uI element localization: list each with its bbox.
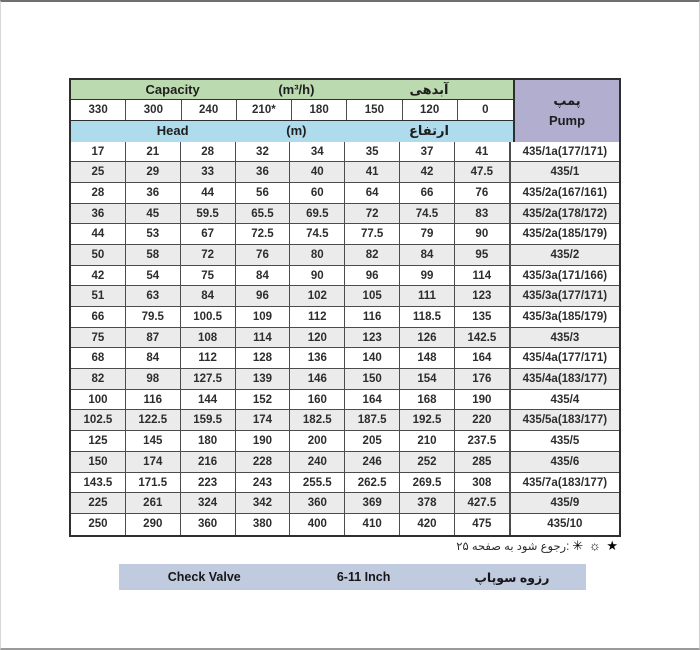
table-body bbox=[71, 142, 619, 535]
head-value-cell: 123 bbox=[345, 328, 400, 349]
head-value-cell: 47.5 bbox=[455, 162, 510, 183]
head-value-cell: 125 bbox=[71, 431, 126, 452]
head-value-cell: 45 bbox=[126, 204, 181, 225]
head-value-cell: 225 bbox=[71, 493, 126, 514]
head-value-cell: 54 bbox=[126, 266, 181, 287]
flow-values-row bbox=[71, 100, 513, 121]
pump-name-cell: 435/1a(177/171) bbox=[510, 142, 619, 163]
head-value-cell: 128 bbox=[236, 348, 291, 369]
check-valve-label-fa: رزوه سوپاپ bbox=[474, 570, 550, 585]
head-value-cell: 164 bbox=[455, 348, 510, 369]
table-row bbox=[71, 493, 619, 514]
head-value-cell: 160 bbox=[290, 390, 345, 411]
capacity-label-en: Capacity bbox=[145, 82, 200, 97]
head-value-cell: 114 bbox=[236, 328, 291, 349]
head-value-cell: 243 bbox=[236, 473, 291, 494]
head-value-cell: 148 bbox=[400, 348, 455, 369]
head-value-cell: 150 bbox=[345, 369, 400, 390]
pump-name-cell: 435/5a(183/177) bbox=[510, 410, 619, 431]
head-value-cell: 246 bbox=[345, 452, 400, 473]
head-value-cell: 32 bbox=[236, 142, 291, 163]
head-value-cell: 82 bbox=[71, 369, 126, 390]
head-value-cell: 105 bbox=[345, 286, 400, 307]
table-row bbox=[71, 473, 619, 494]
capacity-unit-label: (m³/h) bbox=[278, 82, 315, 97]
head-value-cell: 33 bbox=[181, 162, 236, 183]
table-row bbox=[71, 142, 619, 163]
head-value-cell: 84 bbox=[400, 245, 455, 266]
head-value-cell: 51 bbox=[71, 286, 126, 307]
head-value-cell: 427.5 bbox=[455, 493, 510, 514]
head-value-cell: 378 bbox=[400, 493, 455, 514]
head-value-cell: 42 bbox=[400, 162, 455, 183]
head-value-cell: 28 bbox=[71, 183, 126, 204]
pump-name-cell: 435/1 bbox=[510, 162, 619, 183]
check-valve-label: Check Valve bbox=[167, 570, 241, 584]
head-value-cell: 126 bbox=[400, 328, 455, 349]
head-value-cell: 75 bbox=[71, 328, 126, 349]
head-value-cell: 109 bbox=[236, 307, 291, 328]
head-value-cell: 82 bbox=[345, 245, 400, 266]
head-value-cell: 475 bbox=[455, 514, 510, 535]
head-value-cell: 114 bbox=[455, 266, 510, 287]
head-value-cell: 84 bbox=[236, 266, 291, 287]
head-value-cell: 143.5 bbox=[71, 473, 126, 494]
head-value-cell: 40 bbox=[290, 162, 345, 183]
pump-name-cell: 435/5 bbox=[510, 431, 619, 452]
head-value-cell: 269.5 bbox=[400, 473, 455, 494]
head-value-cell: 112 bbox=[181, 348, 236, 369]
head-value-cell: 216 bbox=[181, 452, 236, 473]
head-value-cell: 116 bbox=[126, 390, 181, 411]
head-unit-label: (m) bbox=[286, 123, 307, 138]
pump-name-cell: 435/10 bbox=[510, 514, 619, 535]
head-value-cell: 342 bbox=[236, 493, 291, 514]
head-value-cell: 44 bbox=[71, 224, 126, 245]
table-row bbox=[71, 390, 619, 411]
pump-label-fa: پمپ bbox=[553, 93, 581, 109]
head-value-cell: 171.5 bbox=[126, 473, 181, 494]
head-value-cell: 400 bbox=[290, 514, 345, 535]
head-value-cell: 69.5 bbox=[290, 204, 345, 225]
table-header bbox=[71, 80, 619, 142]
head-value-cell: 65.5 bbox=[236, 204, 291, 225]
head-value-cell: 190 bbox=[455, 390, 510, 411]
head-value-cell: 50 bbox=[71, 245, 126, 266]
flow-value-cell: 0 bbox=[458, 100, 513, 120]
head-value-cell: 59.5 bbox=[181, 204, 236, 225]
head-value-cell: 79 bbox=[400, 224, 455, 245]
flow-value-cell: 330 bbox=[71, 100, 126, 120]
pump-name-cell: 435/3 bbox=[510, 328, 619, 349]
flow-value-cell: 300 bbox=[126, 100, 181, 120]
head-value-cell: 100 bbox=[71, 390, 126, 411]
head-value-cell: 112 bbox=[290, 307, 345, 328]
head-value-cell: 17 bbox=[71, 142, 126, 163]
head-value-cell: 228 bbox=[236, 452, 291, 473]
head-value-cell: 83 bbox=[455, 204, 510, 225]
head-value-cell: 75 bbox=[181, 266, 236, 287]
head-value-cell: 190 bbox=[236, 431, 291, 452]
head-value-cell: 164 bbox=[345, 390, 400, 411]
head-value-cell: 25 bbox=[71, 162, 126, 183]
head-value-cell: 127.5 bbox=[181, 369, 236, 390]
head-value-cell: 42 bbox=[71, 266, 126, 287]
head-value-cell: 150 bbox=[71, 452, 126, 473]
head-value-cell: 210 bbox=[400, 431, 455, 452]
head-value-cell: 102.5 bbox=[71, 410, 126, 431]
head-value-cell: 262.5 bbox=[345, 473, 400, 494]
head-value-cell: 41 bbox=[345, 162, 400, 183]
table-row bbox=[71, 431, 619, 452]
head-value-cell: 67 bbox=[181, 224, 236, 245]
pump-name-cell: 435/7a(183/177) bbox=[510, 473, 619, 494]
pump-column-header bbox=[513, 80, 619, 142]
table-row bbox=[71, 286, 619, 307]
inch-range-label: 6-11 Inch bbox=[336, 570, 391, 584]
head-value-cell: 90 bbox=[290, 266, 345, 287]
head-value-cell: 79.5 bbox=[126, 307, 181, 328]
pump-performance-table bbox=[69, 78, 621, 537]
table-row bbox=[71, 348, 619, 369]
head-value-cell: 285 bbox=[455, 452, 510, 473]
head-value-cell: 139 bbox=[236, 369, 291, 390]
head-value-cell: 72 bbox=[345, 204, 400, 225]
head-value-cell: 21 bbox=[126, 142, 181, 163]
head-value-cell: 96 bbox=[345, 266, 400, 287]
head-value-cell: 72.5 bbox=[236, 224, 291, 245]
pump-name-cell: 435/3a(185/179) bbox=[510, 307, 619, 328]
head-value-cell: 34 bbox=[290, 142, 345, 163]
head-value-cell: 174 bbox=[236, 410, 291, 431]
head-value-cell: 72 bbox=[181, 245, 236, 266]
flow-value-cell: 210* bbox=[237, 100, 292, 120]
head-value-cell: 36 bbox=[126, 183, 181, 204]
table-row bbox=[71, 307, 619, 328]
head-value-cell: 76 bbox=[236, 245, 291, 266]
check-valve-bar bbox=[119, 564, 586, 590]
head-value-cell: 180 bbox=[181, 431, 236, 452]
head-value-cell: 84 bbox=[181, 286, 236, 307]
head-value-cell: 290 bbox=[126, 514, 181, 535]
head-value-cell: 35 bbox=[345, 142, 400, 163]
head-value-cell: 66 bbox=[400, 183, 455, 204]
flow-value-cell: 150 bbox=[347, 100, 402, 120]
head-value-cell: 360 bbox=[290, 493, 345, 514]
head-value-cell: 95 bbox=[455, 245, 510, 266]
table-row bbox=[71, 162, 619, 183]
head-value-cell: 142.5 bbox=[455, 328, 510, 349]
capacity-header-band bbox=[71, 80, 513, 100]
head-value-cell: 255.5 bbox=[290, 473, 345, 494]
head-value-cell: 53 bbox=[126, 224, 181, 245]
head-value-cell: 122.5 bbox=[126, 410, 181, 431]
head-value-cell: 100.5 bbox=[181, 307, 236, 328]
head-value-cell: 123 bbox=[455, 286, 510, 307]
head-value-cell: 76 bbox=[455, 183, 510, 204]
table-row bbox=[71, 514, 619, 535]
head-value-cell: 187.5 bbox=[345, 410, 400, 431]
head-value-cell: 60 bbox=[290, 183, 345, 204]
pump-name-cell: 435/2a(185/179) bbox=[510, 224, 619, 245]
head-label-en: Head bbox=[156, 123, 189, 138]
table-row bbox=[71, 328, 619, 349]
head-value-cell: 84 bbox=[126, 348, 181, 369]
pump-name-cell: 435/4a(177/171) bbox=[510, 348, 619, 369]
head-value-cell: 77.5 bbox=[345, 224, 400, 245]
head-value-cell: 250 bbox=[71, 514, 126, 535]
head-value-cell: 152 bbox=[236, 390, 291, 411]
head-value-cell: 135 bbox=[455, 307, 510, 328]
head-value-cell: 140 bbox=[345, 348, 400, 369]
head-value-cell: 68 bbox=[71, 348, 126, 369]
head-value-cell: 74.5 bbox=[290, 224, 345, 245]
capacity-label-fa: آبدهی bbox=[409, 82, 449, 97]
flow-value-cell: 180 bbox=[292, 100, 347, 120]
head-value-cell: 159.5 bbox=[181, 410, 236, 431]
head-value-cell: 28 bbox=[181, 142, 236, 163]
head-value-cell: 64 bbox=[345, 183, 400, 204]
table-row bbox=[71, 452, 619, 473]
head-value-cell: 220 bbox=[455, 410, 510, 431]
head-value-cell: 360 bbox=[181, 514, 236, 535]
flow-value-cell: 120 bbox=[403, 100, 458, 120]
head-value-cell: 410 bbox=[345, 514, 400, 535]
head-value-cell: 66 bbox=[71, 307, 126, 328]
head-value-cell: 102 bbox=[290, 286, 345, 307]
pump-name-cell: 435/2a(167/161) bbox=[510, 183, 619, 204]
head-value-cell: 87 bbox=[126, 328, 181, 349]
table-row bbox=[71, 224, 619, 245]
table-row bbox=[71, 266, 619, 287]
head-value-cell: 240 bbox=[290, 452, 345, 473]
head-value-cell: 56 bbox=[236, 183, 291, 204]
head-value-cell: 44 bbox=[181, 183, 236, 204]
head-value-cell: 324 bbox=[181, 493, 236, 514]
head-value-cell: 168 bbox=[400, 390, 455, 411]
head-value-cell: 36 bbox=[71, 204, 126, 225]
pump-name-cell: 435/4a(183/177) bbox=[510, 369, 619, 390]
head-value-cell: 41 bbox=[455, 142, 510, 163]
head-value-cell: 146 bbox=[290, 369, 345, 390]
head-value-cell: 182.5 bbox=[290, 410, 345, 431]
table-row bbox=[71, 410, 619, 431]
head-value-cell: 174 bbox=[126, 452, 181, 473]
head-value-cell: 223 bbox=[181, 473, 236, 494]
head-value-cell: 136 bbox=[290, 348, 345, 369]
pump-name-cell: 435/6 bbox=[510, 452, 619, 473]
head-value-cell: 120 bbox=[290, 328, 345, 349]
head-value-cell: 63 bbox=[126, 286, 181, 307]
head-value-cell: 420 bbox=[400, 514, 455, 535]
head-value-cell: 99 bbox=[400, 266, 455, 287]
pump-name-cell: 435/9 bbox=[510, 493, 619, 514]
head-value-cell: 111 bbox=[400, 286, 455, 307]
head-label-fa: ارتفاع bbox=[409, 123, 449, 138]
pump-name-cell: 435/3a(177/171) bbox=[510, 286, 619, 307]
head-value-cell: 200 bbox=[290, 431, 345, 452]
flow-value-cell: 240 bbox=[182, 100, 237, 120]
head-value-cell: 308 bbox=[455, 473, 510, 494]
table-row bbox=[71, 245, 619, 266]
pump-label-en: Pump bbox=[548, 113, 586, 129]
head-value-cell: 261 bbox=[126, 493, 181, 514]
head-value-cell: 252 bbox=[400, 452, 455, 473]
head-value-cell: 96 bbox=[236, 286, 291, 307]
head-value-cell: 36 bbox=[236, 162, 291, 183]
head-value-cell: 29 bbox=[126, 162, 181, 183]
footnote-text: :رجوع شود به صفحه ۲۵ bbox=[456, 541, 570, 553]
head-value-cell: 108 bbox=[181, 328, 236, 349]
head-value-cell: 380 bbox=[236, 514, 291, 535]
head-value-cell: 118.5 bbox=[400, 307, 455, 328]
head-value-cell: 205 bbox=[345, 431, 400, 452]
head-value-cell: 58 bbox=[126, 245, 181, 266]
pump-name-cell: 435/2a(178/172) bbox=[510, 204, 619, 225]
head-value-cell: 176 bbox=[455, 369, 510, 390]
footnote-symbols: ★ ☼ ✳ bbox=[572, 538, 619, 553]
head-value-cell: 90 bbox=[455, 224, 510, 245]
head-value-cell: 145 bbox=[126, 431, 181, 452]
head-value-cell: 237.5 bbox=[455, 431, 510, 452]
pump-name-cell: 435/4 bbox=[510, 390, 619, 411]
head-value-cell: 369 bbox=[345, 493, 400, 514]
table-row bbox=[71, 369, 619, 390]
pump-name-cell: 435/2 bbox=[510, 245, 619, 266]
head-value-cell: 98 bbox=[126, 369, 181, 390]
head-value-cell: 116 bbox=[345, 307, 400, 328]
head-value-cell: 192.5 bbox=[400, 410, 455, 431]
footnote bbox=[456, 538, 619, 554]
head-value-cell: 144 bbox=[181, 390, 236, 411]
head-value-cell: 37 bbox=[400, 142, 455, 163]
head-value-cell: 80 bbox=[290, 245, 345, 266]
table-row bbox=[71, 183, 619, 204]
pump-name-cell: 435/3a(171/166) bbox=[510, 266, 619, 287]
head-value-cell: 154 bbox=[400, 369, 455, 390]
head-value-cell: 74.5 bbox=[400, 204, 455, 225]
table-row bbox=[71, 204, 619, 225]
head-header-band bbox=[71, 121, 513, 142]
